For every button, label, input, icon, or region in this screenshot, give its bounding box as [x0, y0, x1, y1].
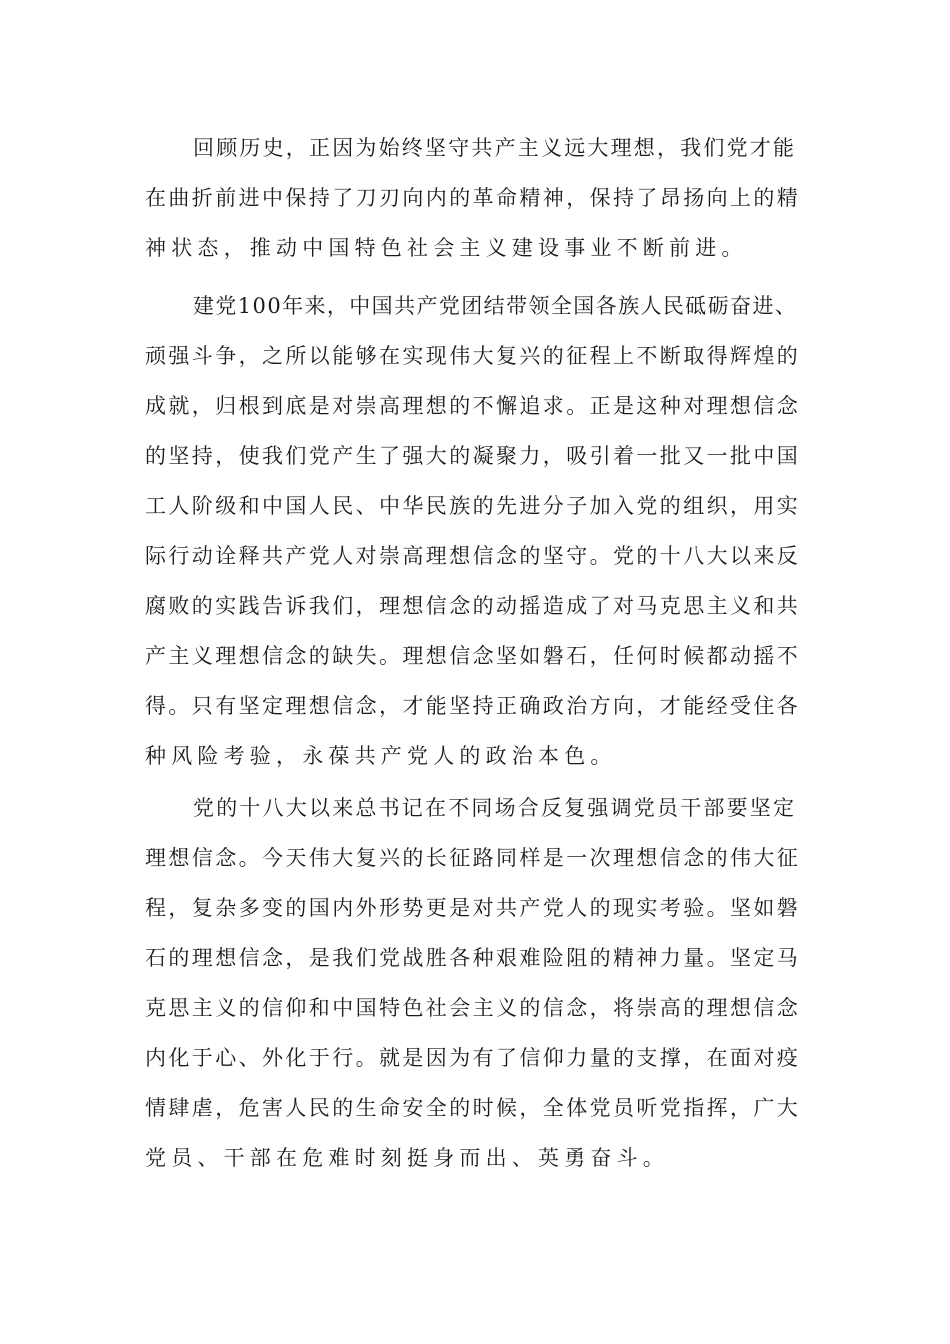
paragraph-2-line-9: 得。只有坚定理想信念，才能坚持正确政治方向，才能经受住各: [145, 694, 801, 718]
paragraph-2-line-7: 腐败的实践告诉我们，理想信念的动摇造成了对马克思主义和共: [145, 594, 801, 618]
paragraph-2-line-5: 工人阶级和中国人民、中华民族的先进分子加入党的组织，用实: [145, 494, 801, 518]
paragraph-3-line-6: 内化于心、外化于行。就是因为有了信仰力量的支撑，在面对疫: [145, 1046, 801, 1070]
paragraph-3-line-7: 情肆虐，危害人民的生命安全的时候，全体党员听党指挥，广大: [145, 1096, 801, 1120]
paragraph-3-line-2: 理想信念。今天伟大复兴的长征路同样是一次理想信念的伟大征: [145, 846, 801, 870]
paragraph-2-line-1: 建党100年来，中国共产党团结带领全国各族人民砥砺奋进、: [193, 294, 798, 318]
paragraph-2-line-4: 的坚持，使我们党产生了强大的凝聚力，吸引着一批又一批中国: [145, 444, 801, 468]
paragraph-3-line-5: 克思主义的信仰和中国特色社会主义的信念，将崇高的理想信念: [145, 996, 801, 1020]
paragraph-1-line-1: 回顾历史，正因为始终坚守共产主义远大理想，我们党才能: [193, 136, 797, 160]
paragraph-2-line-8: 产主义理想信念的缺失。理想信念坚如磐石，任何时候都动摇不: [145, 644, 801, 668]
paragraph-3-line-1: 党的十八大以来总书记在不同场合反复强调党员干部要坚定: [193, 796, 797, 820]
paragraph-3-line-8: 党员、干部在危难时刻挺身而出、英勇奋斗。: [145, 1146, 669, 1170]
paragraph-3-line-4: 石的理想信念，是我们党战胜各种艰难险阻的精神力量。坚定马: [145, 946, 801, 970]
paragraph-2-line-3: 成就，归根到底是对崇高理想的不懈追求。正是这种对理想信念: [145, 394, 801, 418]
paragraph-1-line-2: 在曲折前进中保持了刀刃向内的革命精神，保持了昂扬向上的精: [145, 186, 801, 210]
paragraph-2-line-6: 际行动诠释共产党人对崇高理想信念的坚守。党的十八大以来反: [145, 544, 801, 568]
paragraph-1-line-3: 神状态，推动中国特色社会主义建设事业不断前进。: [145, 236, 748, 260]
paragraph-3-line-3: 程，复杂多变的国内外形势更是对共产党人的现实考验。坚如磐: [145, 896, 801, 920]
paragraph-2-line-10: 种风险考验，永葆共产党人的政治本色。: [145, 744, 617, 768]
paragraph-2-line-2: 顽强斗争，之所以能够在实现伟大复兴的征程上不断取得辉煌的: [145, 344, 801, 368]
